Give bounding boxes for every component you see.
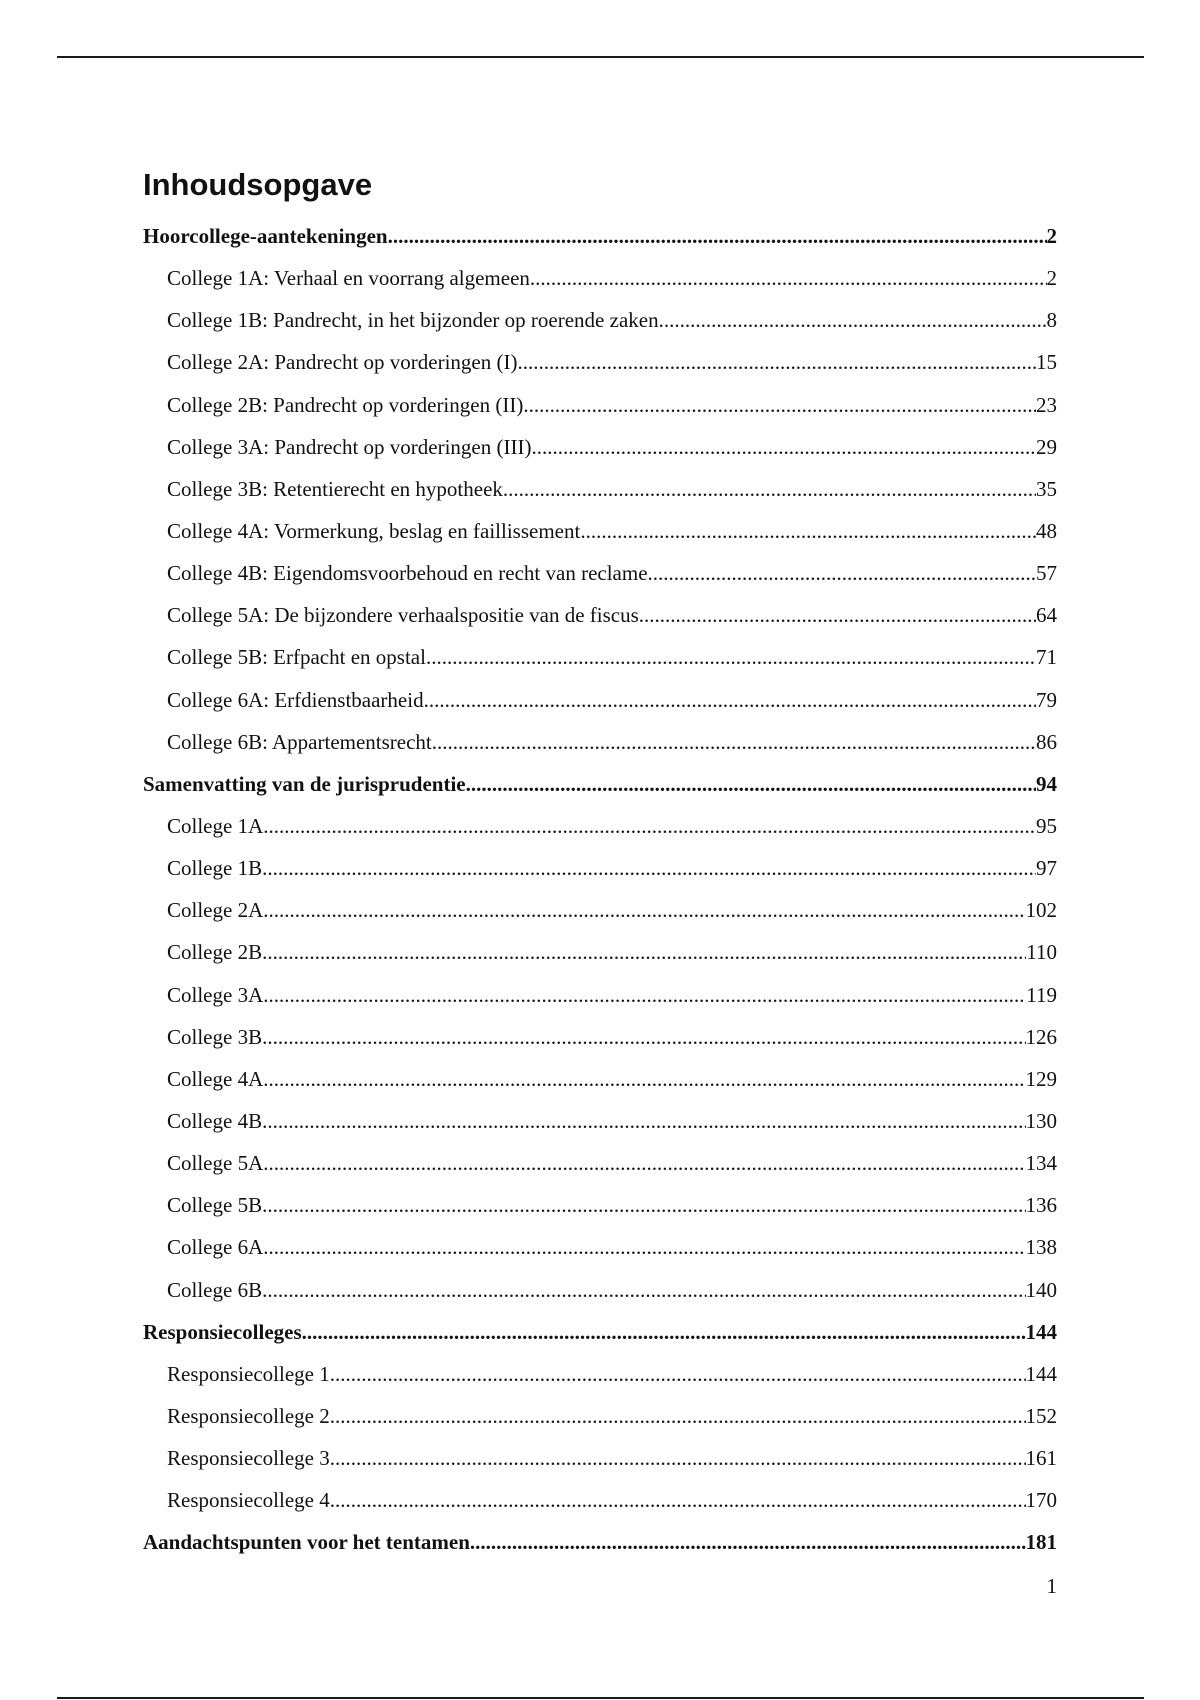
toc-entry-page-number: 161 — [1025, 1446, 1057, 1471]
toc-subsection-entry[interactable] — [143, 594, 1057, 636]
toc-entry-page-number: 130 — [1025, 1108, 1057, 1133]
toc-entry-page-number: 23 — [1036, 392, 1057, 417]
toc-dot-leader — [262, 1016, 1025, 1058]
toc-dot-leader — [262, 931, 1026, 973]
toc-subsection-entry[interactable] — [143, 1184, 1057, 1226]
toc-dot-leader — [262, 1100, 1025, 1142]
page-number: 1 — [1046, 1574, 1057, 1598]
toc-dot-leader — [263, 1058, 1025, 1100]
toc-entry-title: College 6B: Appartementsrecht — [167, 729, 432, 754]
toc-entry-page-number: 15 — [1036, 350, 1057, 375]
toc-entry-title: College 2B: Pandrecht op vorderingen (II) — [167, 392, 524, 417]
toc-entry-page-number: 134 — [1025, 1151, 1057, 1176]
toc-subsection-entry[interactable] — [143, 1395, 1057, 1437]
header-rule — [57, 56, 1144, 58]
toc-entry-page-number: 97 — [1036, 856, 1057, 881]
toc-entry-title: College 3B: Retentierecht en hypotheek — [167, 476, 503, 501]
toc-entry-title: College 4A — [167, 1066, 264, 1091]
toc-subsection-entry[interactable] — [143, 1142, 1057, 1184]
toc-dot-leader — [263, 805, 1036, 847]
toc-entry-page-number: 102 — [1025, 898, 1057, 923]
toc-entry-title: College 4A: Vormerkung, beslag en faillissement — [167, 518, 581, 543]
toc-entry-title: Hoorcollege-aantekeningen — [143, 224, 388, 248]
toc-entry-title: College 5B: Erfpacht en opstal — [167, 645, 426, 670]
toc-dot-leader — [330, 1353, 1026, 1395]
toc-subsection-entry[interactable] — [143, 1016, 1057, 1058]
toc-entry-title: Responsiecolleges — [143, 1319, 302, 1344]
toc-entry-page-number: 94 — [1036, 771, 1057, 796]
toc-dot-leader — [263, 889, 1025, 931]
toc-subsection-entry[interactable] — [143, 1353, 1057, 1395]
toc-subsection-entry[interactable] — [143, 931, 1057, 973]
toc-entry-page-number: 110 — [1026, 940, 1057, 965]
toc-dot-leader — [659, 299, 1047, 341]
toc-dot-leader — [330, 1479, 1026, 1521]
toc-subsection-entry[interactable] — [143, 510, 1057, 552]
toc-entry-title: College 5A: De bijzondere verhaalspositie van de fiscus — [167, 603, 639, 628]
toc-entry-title: College 4B — [167, 1108, 263, 1133]
toc-entry-title: College 5B — [167, 1193, 263, 1218]
toc-dot-leader — [531, 426, 1036, 468]
toc-dot-leader — [466, 763, 1036, 805]
toc-subsection-entry[interactable] — [143, 1100, 1057, 1142]
toc-dot-leader — [517, 341, 1036, 383]
toc-entry-title: Responsiecollege 4 — [167, 1488, 330, 1513]
toc-entry-page-number: 57 — [1036, 561, 1057, 586]
toc-dot-leader — [388, 215, 1047, 257]
toc-entry-page-number: 95 — [1036, 813, 1057, 838]
toc-dot-leader — [262, 1184, 1025, 1226]
toc-dot-leader — [470, 1521, 1026, 1563]
toc-entry-page-number: 8 — [1046, 308, 1057, 333]
toc-entry-title: College 6A — [167, 1235, 264, 1260]
toc-dot-leader — [648, 552, 1036, 594]
toc-dot-leader — [424, 679, 1036, 721]
toc-entry-title: Aandachtspunten voor het tentamen — [143, 1530, 470, 1555]
toc-subsection-entry[interactable] — [143, 341, 1057, 383]
toc-entry-title: College 3A — [167, 982, 264, 1007]
toc-subsection-entry[interactable] — [143, 1437, 1057, 1479]
toc-subsection-entry[interactable] — [143, 299, 1057, 341]
toc-entry-page-number: 79 — [1036, 687, 1057, 712]
toc-subsection-entry[interactable] — [143, 679, 1057, 721]
toc-entry-page-number: 71 — [1036, 645, 1057, 670]
toc-entry-title: Samenvatting van de jurisprudentie — [143, 771, 466, 796]
toc-dot-leader — [503, 468, 1036, 510]
toc-entry-page-number: 2 — [1046, 224, 1057, 248]
toc-entry-title: College 1A — [167, 813, 264, 838]
toc-dot-leader — [580, 510, 1036, 552]
toc-entry-title: College 1B — [167, 856, 263, 881]
toc-subsection-entry[interactable] — [143, 847, 1057, 889]
toc-dot-leader — [263, 1226, 1025, 1268]
toc-entry-page-number: 48 — [1036, 518, 1057, 543]
toc-entry-page-number: 170 — [1025, 1488, 1057, 1513]
toc-entry-page-number: 126 — [1025, 1024, 1057, 1049]
toc-entry-page-number: 2 — [1046, 266, 1057, 291]
toc-entry-title: College 2A: Pandrecht op vorderingen (I) — [167, 350, 518, 375]
toc-section-entry[interactable] — [143, 215, 1057, 257]
toc-entry-page-number: 138 — [1025, 1235, 1057, 1260]
toc-entry-page-number: 29 — [1036, 434, 1057, 459]
toc-entry-title: College 4B: Eigendomsvoorbehoud en recht van reclame — [167, 561, 648, 586]
toc-entry-page-number: 35 — [1036, 476, 1057, 501]
toc-subsection-entry[interactable] — [143, 426, 1057, 468]
toc-subsection-entry[interactable] — [143, 1226, 1057, 1268]
toc-entry-title: Responsiecollege 3 — [167, 1446, 330, 1471]
toc-subsection-entry[interactable] — [143, 468, 1057, 510]
toc-section-entry[interactable] — [143, 763, 1057, 805]
toc-subsection-entry[interactable] — [143, 636, 1057, 678]
toc-dot-leader — [530, 257, 1047, 299]
toc-entry-title: College 2A — [167, 898, 264, 923]
toc-entry-page-number: 64 — [1036, 603, 1057, 628]
toc-entry-page-number: 86 — [1036, 729, 1057, 754]
toc-dot-leader — [432, 721, 1036, 763]
toc-entry-page-number: 136 — [1025, 1193, 1057, 1218]
toc-section-entry[interactable] — [143, 1311, 1057, 1353]
toc-subsection-entry[interactable] — [143, 721, 1057, 763]
toc-entry-title: College 2B — [167, 940, 263, 965]
toc-entry-title: College 1B: Pandrecht, in het bijzonder op roerende zaken — [167, 308, 659, 333]
toc-entry-page-number: 181 — [1025, 1530, 1057, 1555]
toc-dot-leader — [523, 384, 1036, 426]
toc-entry-page-number: 119 — [1026, 982, 1057, 1007]
page-title: Inhoudsopgave — [143, 167, 373, 202]
toc-entry-title: College 3A: Pandrecht op vorderingen (III) — [167, 434, 532, 459]
toc-subsection-entry[interactable] — [143, 384, 1057, 426]
toc-dot-leader — [262, 1269, 1025, 1311]
toc-dot-leader — [426, 636, 1036, 678]
toc-entry-title: College 3B — [167, 1024, 263, 1049]
toc-entry-title: College 6B — [167, 1277, 263, 1302]
toc-entry-title: College 1A: Verhaal en voorrang algemeen — [167, 266, 530, 291]
toc-entry-page-number: 144 — [1025, 1361, 1057, 1386]
toc-dot-leader — [330, 1437, 1026, 1479]
toc-entry-title: Responsiecollege 2 — [167, 1403, 330, 1428]
toc-subsection-entry[interactable] — [143, 1269, 1057, 1311]
toc-entry-page-number: 140 — [1025, 1277, 1057, 1302]
toc-entry-page-number: 129 — [1025, 1066, 1057, 1091]
toc-entry-title: College 6A: Erfdienstbaarheid — [167, 687, 424, 712]
toc-subsection-entry[interactable] — [143, 552, 1057, 594]
table-of-contents — [143, 215, 1057, 1564]
toc-dot-leader — [330, 1395, 1026, 1437]
toc-subsection-entry[interactable] — [143, 1479, 1057, 1521]
toc-subsection-entry[interactable] — [143, 889, 1057, 931]
toc-entry-page-number: 152 — [1025, 1403, 1057, 1428]
toc-dot-leader — [639, 594, 1036, 636]
toc-entry-title: College 5A — [167, 1151, 264, 1176]
toc-dot-leader — [302, 1311, 1026, 1353]
toc-dot-leader — [262, 847, 1036, 889]
toc-subsection-entry[interactable] — [143, 974, 1057, 1016]
toc-subsection-entry[interactable] — [143, 805, 1057, 847]
toc-dot-leader — [263, 974, 1026, 1016]
toc-entry-title: Responsiecollege 1 — [167, 1361, 330, 1386]
toc-section-entry[interactable] — [143, 1521, 1057, 1563]
footer-rule — [57, 1697, 1144, 1699]
toc-entry-page-number: 144 — [1025, 1319, 1057, 1344]
toc-dot-leader — [263, 1142, 1025, 1184]
toc-subsection-entry[interactable] — [143, 257, 1057, 299]
toc-subsection-entry[interactable] — [143, 1058, 1057, 1100]
